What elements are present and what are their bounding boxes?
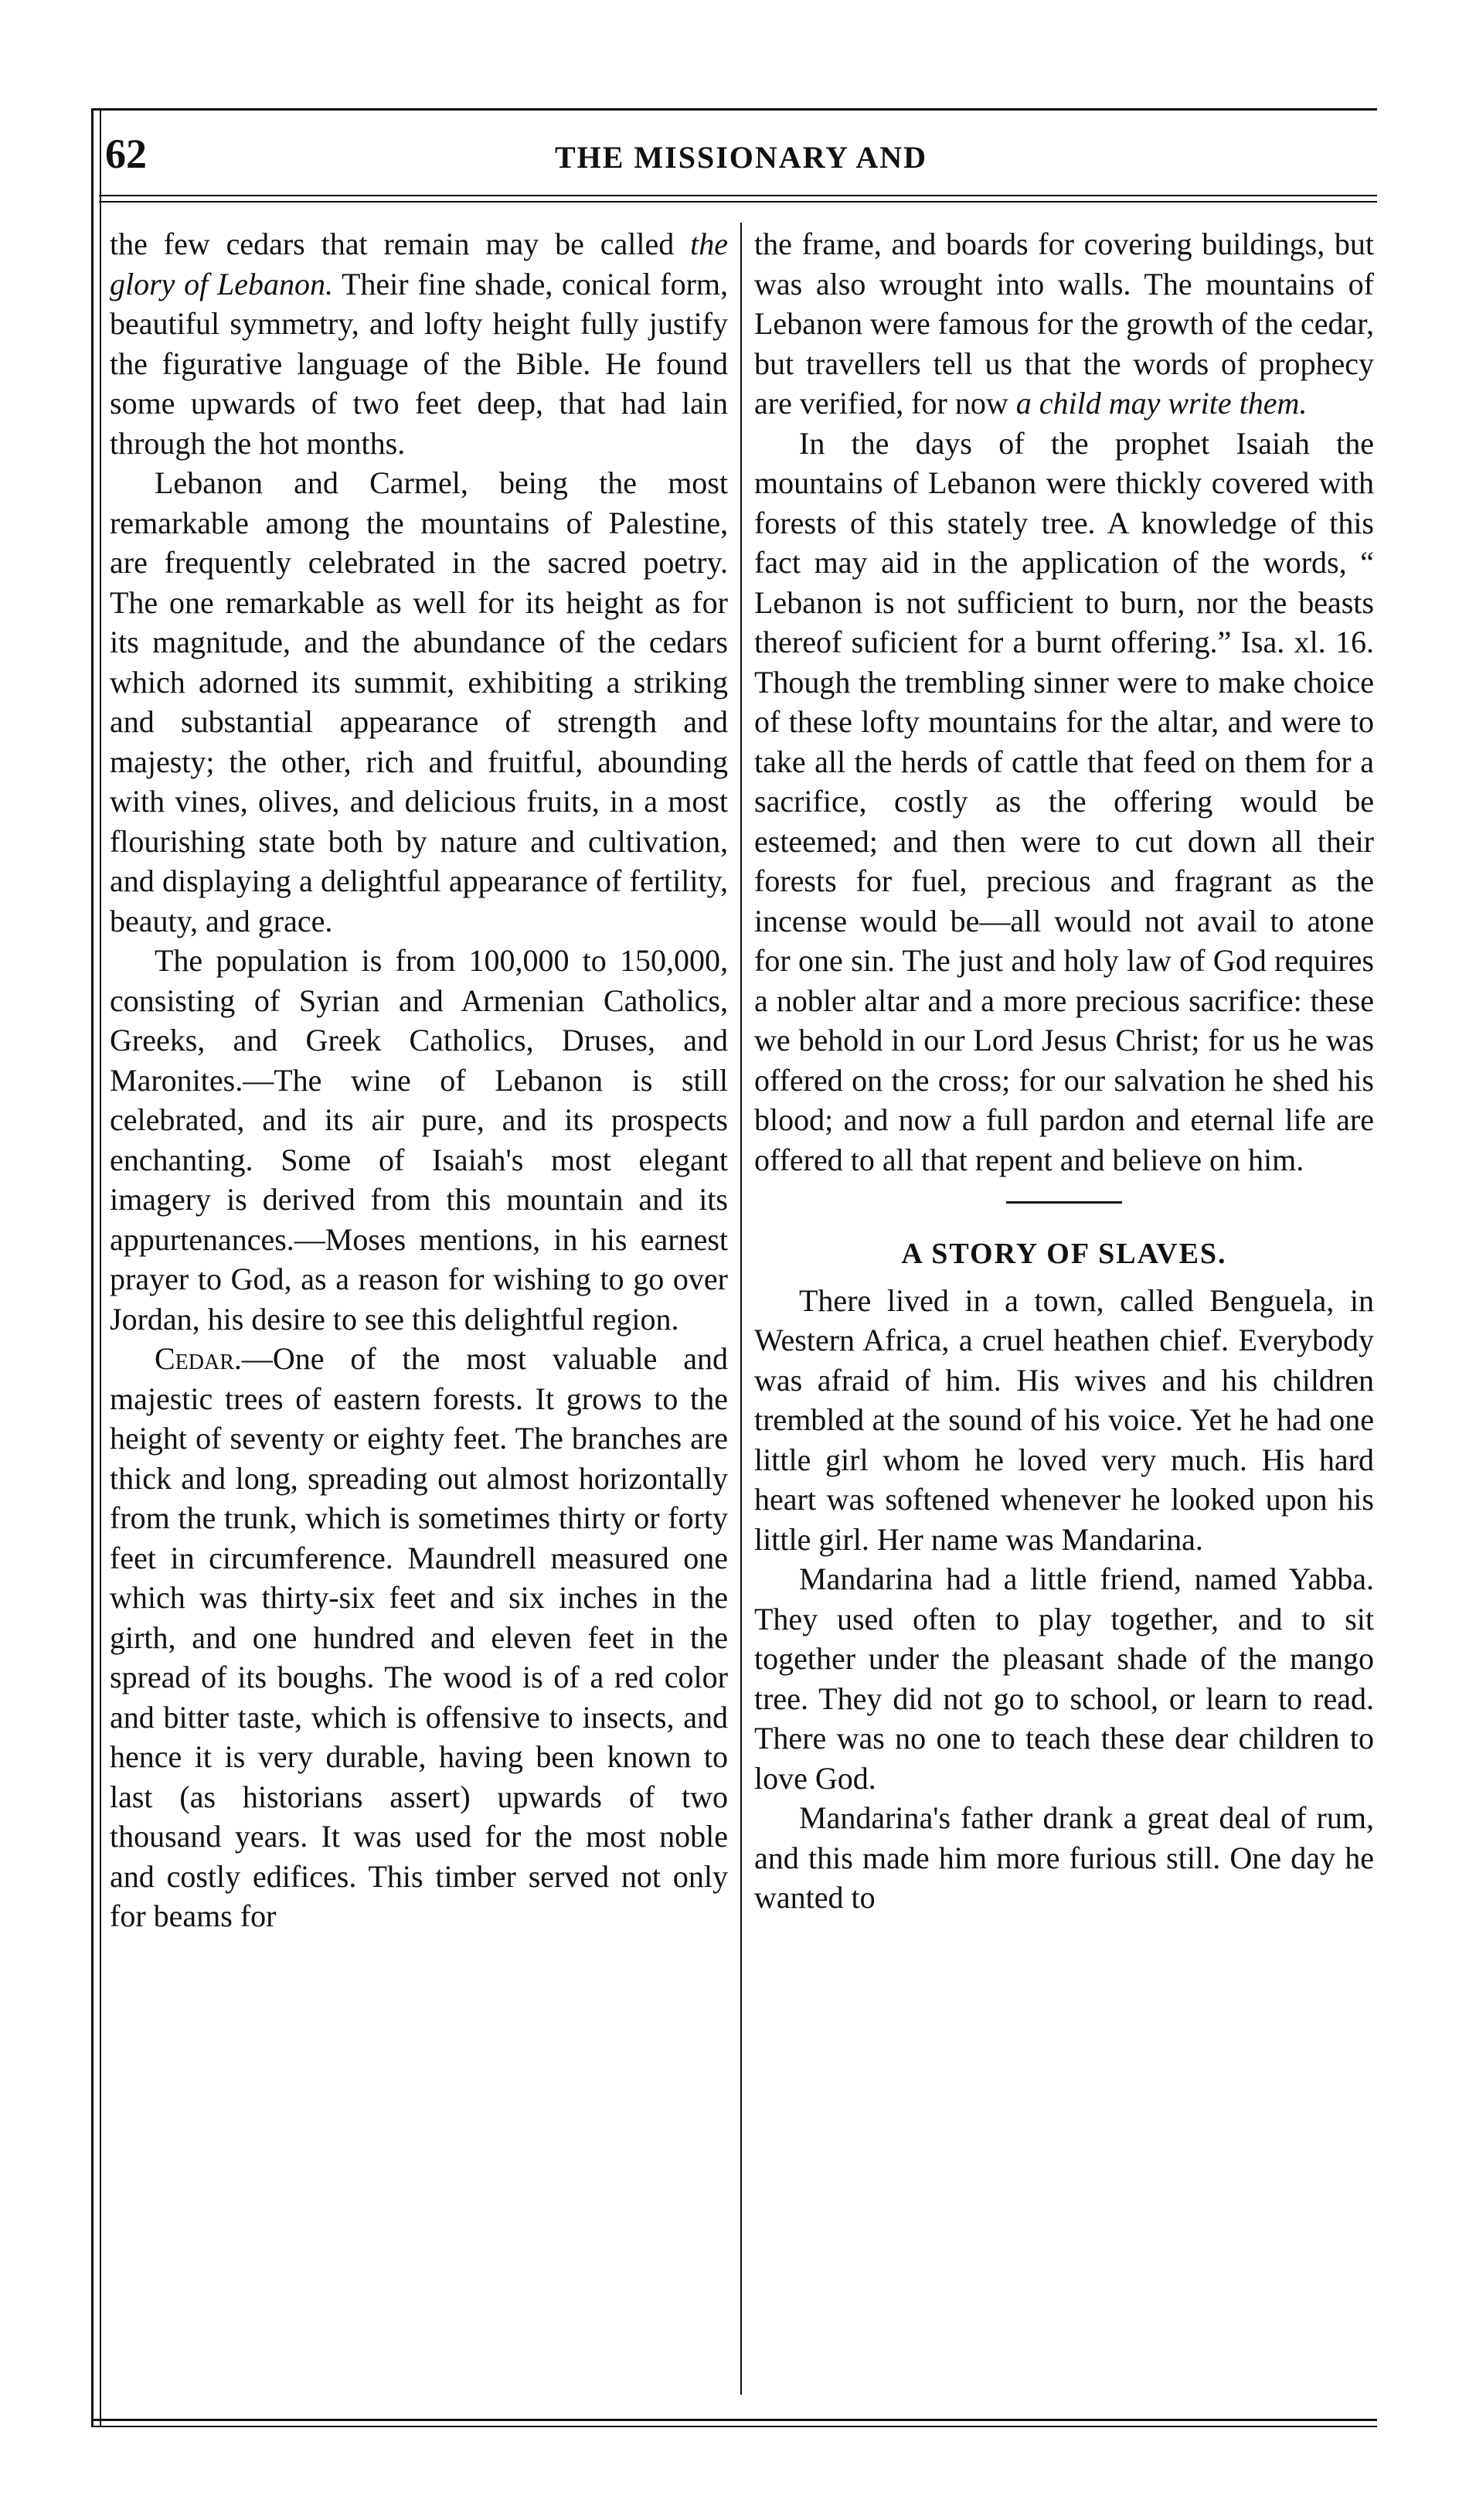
page-number: 62 xyxy=(105,131,147,177)
left-paragraph-2: Lebanon and Carmel, being the most remarkable among the mountains of Palestine, are frequently celebrated in the sacred poetry. The one remarkable as well for its height as for its magnitude, and the abundance of the cedars which adorned its summit, exhibiting a striking and substantial appearance of strength and majesty; the other, rich and fruitful, abounding with vines, olives, and delicious fruits, in a most flourishing state both by nature and cultivation, and displaying a delightful appearance of fertility, beauty, and grace. xyxy=(110,465,728,938)
book-page xyxy=(91,108,1377,2427)
right-paragraph-3: There lived in a town, called Benguela, in Western Africa, a cruel heathen chief. Everybody was afraid of him. His wives and his children trembled at the sound of his voice. Yet he had one little girl whom he loved very much. His hard heart was softened whenever he looked upon his little girl. Her name was Mandarina. xyxy=(754,1282,1374,1557)
left-paragraph-1: the few cedars that remain may be called the glory of Lebanon. Their fine shade, conical form, beautiful symmetry, and lofty height fully justify the figurative language of the Bible. He found some upwards of two feet deep, that had lain through the hot months. xyxy=(110,226,729,461)
right-paragraph-4: Mandarina had a little friend, named Yabba. They used often to play together, and to sit together under the pleasant shade of the mango tree. They did not go to school, or learn to read. There was no one to teach these dear children to love God. xyxy=(754,1561,1374,1796)
column-divider xyxy=(740,223,742,2395)
running-head: THE MISSIONARY AND xyxy=(554,140,928,175)
right-paragraph-1: the frame, and boards for covering buildings, but was also wrought into walls. The mountains of Lebanon were famous for the growth of the cedar, but travellers tell us that the words of prophecy are verified, for now a child may write them. xyxy=(754,226,1374,421)
right-column xyxy=(754,224,1374,1918)
header-rule xyxy=(99,195,1377,203)
left-column xyxy=(110,224,728,1936)
page-header xyxy=(105,125,1377,195)
cedar-text: —One of the most valuable and majestic trees of eastern forests. It grows to the height of seventy or eighty feet. The branches are thick and long, spreading out almost horizontally from the trunk, which is sometimes thirty or forty feet in circumference. Maundrell measured one which was thirty-six feet and six inches in the girth, and one hundred and eleven feet in the spread of its boughs. The wood is of a red color and bitter taste, which is offensive to insects, and hence it is very durable, having been known to last (as historians assert) upwards of two thousand years. It was used for the most noble and costly edifices. This timber served not only for beams for xyxy=(110,1341,728,1933)
right-paragraph-5: Mandarina's father drank a great deal of rum, and this made him more furious still. One day he wanted to xyxy=(754,1800,1374,1915)
section-title: A STORY OF SLAVES. xyxy=(901,1238,1227,1270)
cedar-label: Cedar. xyxy=(155,1341,242,1376)
right-paragraph-2: In the days of the prophet Isaiah the mountains of Lebanon were thickly covered with forests of this stately tree. A knowledge of this fact may aid in the application of the words, “ Lebanon is not sufficient to burn, nor the beasts thereof suficient for a burnt offering.” Isa. xl. 16. Though the trembling sinner were to make choice of these lofty mountains for the altar, and were to take all the herds of cattle that feed on them for a sacrifice, costly as the offering would be esteemed; and then were to cut down all their forests for fuel, precious and fragrant as the incense would be—all would not avail to atone for one sin. The just and holy law of God requires a nobler altar and a more precious sacrifice: these we behold in our Lord Jesus Christ; for us he was offered on the cross; for our salvation he shed his blood; and now a full pardon and eternal life are offered to all that repent and believe on him. xyxy=(754,425,1374,1177)
left-paragraph-4 xyxy=(110,1339,728,1936)
bottom-rule xyxy=(91,2419,1377,2427)
left-paragraph-3: The population is from 100,000 to 150,000, consisting of Syrian and Armenian Catholics, Greeks, and Greek Catholics, Druses, and Maronites.—The wine of Lebanon is still celebrated, and its air pure, and its prospects enchanting. Some of Isaiah's most elegant imagery is derived from this mountain and its appurtenances.—Moses mentions, in his earnest prayer to God, as a reason for wishing to go over Jordan, his desire to see this delightful region. xyxy=(110,943,728,1337)
top-rule xyxy=(91,108,1377,111)
left-border-rule xyxy=(91,108,101,2427)
section-separator xyxy=(1006,1201,1122,1204)
